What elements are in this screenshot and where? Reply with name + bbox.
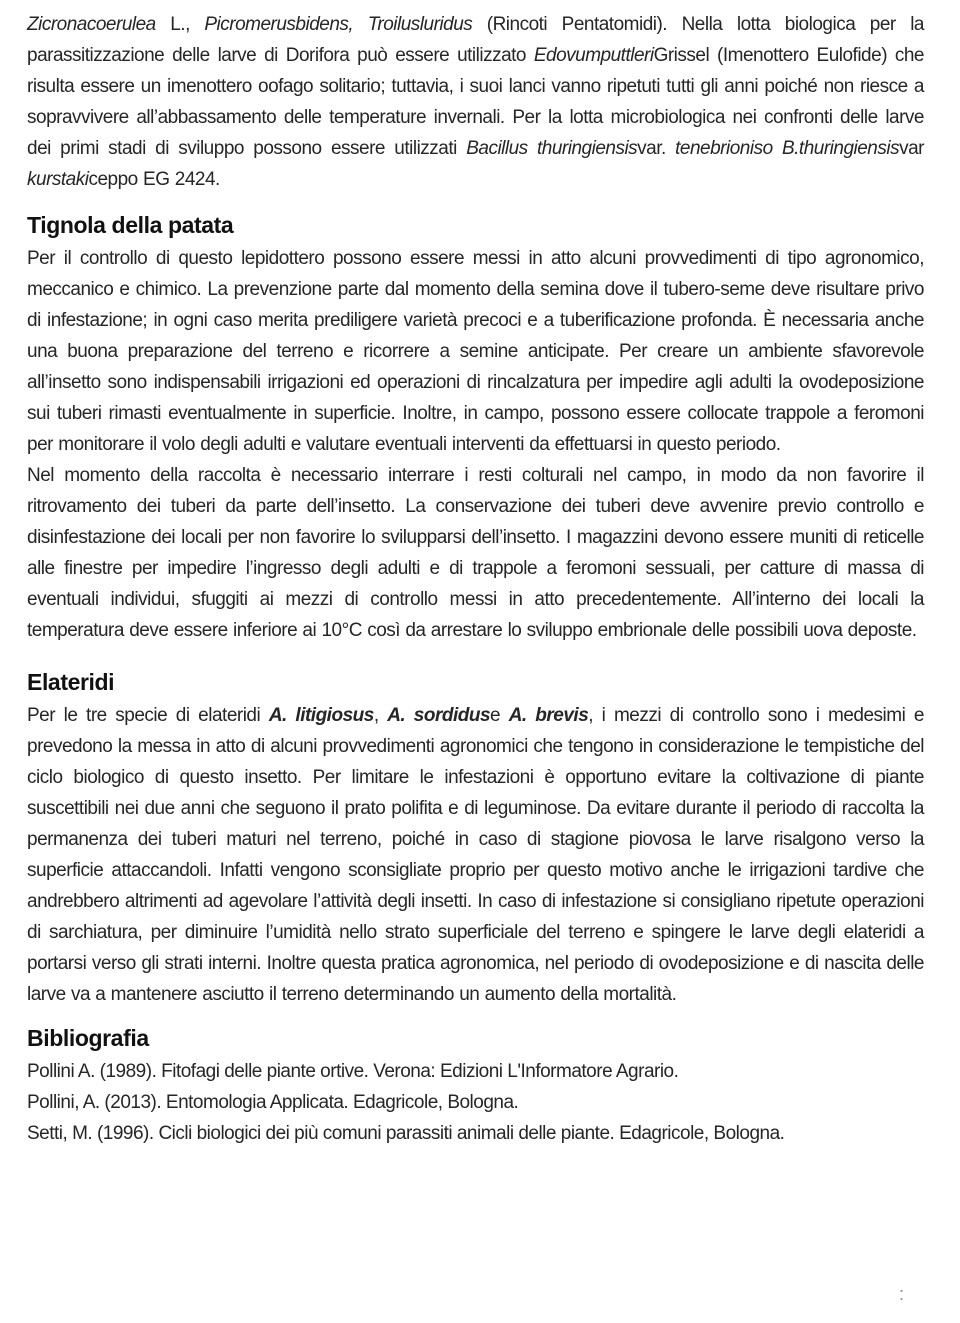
bibliography-entry: Setti, M. (1996). Cicli biologici dei più comuni parassiti animali delle piante. Edagricole, Bologna. xyxy=(27,1123,785,1144)
intro-paragraph: Zicronacoerulea L., Picromerusbidens, Troilusluridus (Rincoti Pentatomidi). Nella lotta biologica per la parassitizzazione delle larve di Dorifora può essere utilizzato EdovumputtleriGrissel (Imenottero Eulofide) che risulta essere un imenottero oofago solitario; tuttavia, i suoi lanci vanno ripetuti tutti gli anni poiché non riesce a sopravvivere all’abbassamento delle temperature invernali. Per la lotta microbiologica nei confronti delle larve dei primi stadi di sviluppo possono essere utilizzati Bacillus thuringiensisvar. tenebrioniso B.thuringiensisvar kurstakiceppo EG 2424. xyxy=(27,14,925,190)
page-corner-artifact: : xyxy=(899,1284,905,1304)
tignola-paragraph-2: Nel momento della raccolta è necessario interrare i resti colturali nel campo, in modo da non favorire il ritrovamento dei tuberi da parte dell’insetto. La conservazione dei tuberi deve avvenire previo controllo e disinfestazione dei locali per non favorire lo svilupparsi dell’insetto. I magazzini devono essere muniti di reticelle alle finestre per impedire l’ingresso degli adulti e di trappole a feromoni sessuali, per catture di massa di eventuali individui, sfuggiti ai mezzi di controllo messi in atto precedentemente. All’interno dei locali la temperatura deve essere inferiore ai 10°C così da arrestare lo sviluppo embrionale delle possibili uova deposte. xyxy=(27,465,924,641)
bibliography-entry: Pollini A. (1989). Fitofagi delle piante ortive. Verona: Edizioni L'Informatore Agrario. xyxy=(27,1061,679,1082)
section-heading-elateridi: Elateridi xyxy=(27,669,115,695)
section-heading-bibliografia: Bibliografia xyxy=(27,1025,149,1051)
bibliography-entry: Pollini, A. (2013). Entomologia Applicata. Edagricole, Bologna. xyxy=(27,1092,519,1113)
section-heading-tignola-della-patata: Tignola della patata xyxy=(27,212,234,238)
tignola-paragraph-1: Per il controllo di questo lepidottero possono essere messi in atto alcuni provvedimenti di tipo agronomico, meccanico e chimico. La prevenzione parte dal momento della semina dove il tubero-seme deve risultare privo di infestazione; in ogni caso merita prediligere varietà precoci e a tuberificazione profonda. È necessaria anche una buona preparazione del terreno e ricorrere a semine anticipate. Per creare un ambiente sfavorevole all’insetto sono indispensabili irrigazioni ed operazioni di rincalzatura per impedire agli adulti la ovodeposizione sui tuberi rimasti eventualmente in superficie. Inoltre, in campo, possono essere collocate trappole a feromoni per monitorare il volo degli adulti e valutare eventuali interventi da effettuarsi in questo periodo. xyxy=(27,248,924,455)
elateridi-paragraph: Per le tre specie di elateridi A. litigiosus, A. sordiduse A. brevis, i mezzi di controllo sono i medesimi e prevedono la messa in atto di alcuni provvedimenti agronomici che tengono in considerazione le tempistiche del ciclo biologico di questo insetto. Per limitare le infestazioni è opportuno evitare la coltivazione di piante suscettibili nei due anni che seguono il prato polifita e di leguminose. Da evitare durante il periodo di raccolta la permanenza dei tuberi maturi nel terreno, poiché in caso di stagione piovosa le larve risalgono verso la superficie attaccandoli. Infatti vengono sconsigliate proprio per questo motivo anche le irrigazioni tardive che andrebbero altrimenti ad agevolare l’attività degli insetti. In caso di infestazione si consigliano ripetute operazioni di sarchiatura, per diminuire l’umidità nello strato superficiale del terreno e spingere le larve degli elateridi a portarsi verso gli strati interni. Inoltre questa pratica agronomica, nel periodo di ovodeposizione e di nascita delle larve va a mantenere asciutto il terreno determinando un aumento della mortalità. xyxy=(27,705,924,1005)
